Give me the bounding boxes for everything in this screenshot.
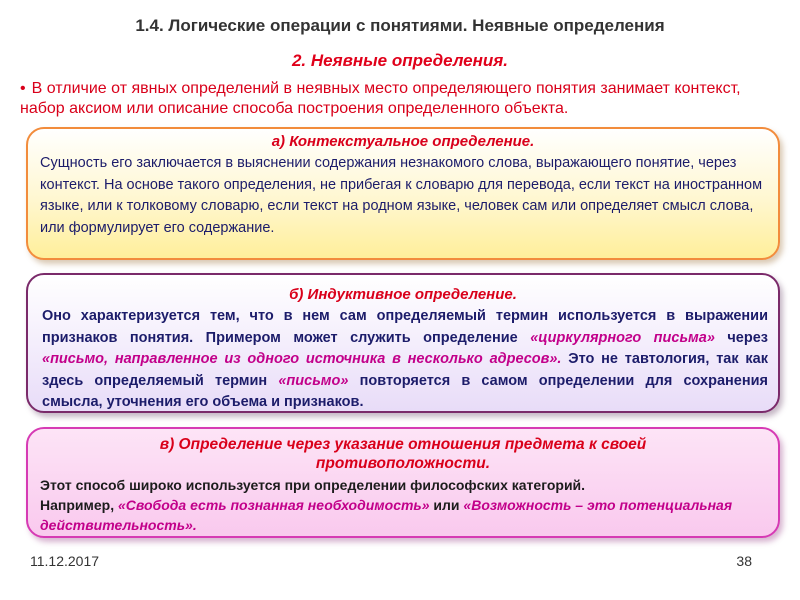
footer-date: 11.12.2017 [30, 553, 100, 569]
box-b-emphasis-2: «письмо, направленное из одного источника в несколько адресов». [42, 351, 562, 367]
box-b-text-4: повторяется в самом определении для сохранения смысла, уточнения его объема и признаков. [42, 372, 768, 410]
slide-title: 1.4. Логические операции с понятиями. Неявные определения [135, 16, 665, 35]
inductive-definition-box [26, 273, 780, 413]
intro-text: В отличие от явных определений в неявных место определяющего понятия занимает контекст, набор аксиом или описание способа построения определенного объекта. [20, 80, 741, 117]
box-a-text: Сущность его заключается в выяснении содержания незнакомого слова, выражающего понятие, через контекст. На основе такого определения, не прибегая к словарю для перевода, если текст на иностранном языке, или к толковому словарю, если текст на родном языке, человек сам или определяет смысл слова, или формулирует его содержание. [40, 155, 763, 236]
box-b-emphasis-1: «циркулярного письма» [530, 329, 715, 346]
intro-paragraph [20, 79, 780, 119]
slide-subtitle: 2. Неявные определения. [291, 51, 509, 70]
box-b-text-1: Оно характеризуется тем, что в нем сам определяемый термин используется в выражении признаков понятия. Примером может служить определение [42, 308, 768, 346]
box-b-heading: б) Индуктивное определение. [289, 286, 517, 303]
box-a-heading: а) Контекстуальное определение. [271, 133, 535, 150]
box-c-emphasis-2: «Возможность – это потенциальная действительность». [40, 497, 733, 533]
box-c-text-3: или [429, 497, 464, 513]
box-c-text [40, 475, 766, 535]
opposite-relation-definition-box [26, 427, 780, 538]
box-b-text-3: Это не тавтология, так как здесь определяемый термин [42, 351, 768, 389]
bullet-icon: • [20, 80, 26, 97]
contextual-definition-box [26, 127, 780, 260]
box-b-text-2: через [714, 329, 768, 346]
box-c-text-1: Этот способ широко используется при определении философских категорий. [40, 477, 586, 493]
box-c-emphasis-1: «Свобода есть познанная необходимость» [117, 497, 430, 513]
box-c-text-2: Например, [40, 497, 118, 513]
box-b-emphasis-3: «письмо» [278, 372, 349, 389]
box-c-heading: в) Определение через указание отношения предмета к своей противоположности. [159, 436, 647, 472]
page-number: 38 [736, 553, 752, 569]
box-b-text [42, 306, 768, 414]
